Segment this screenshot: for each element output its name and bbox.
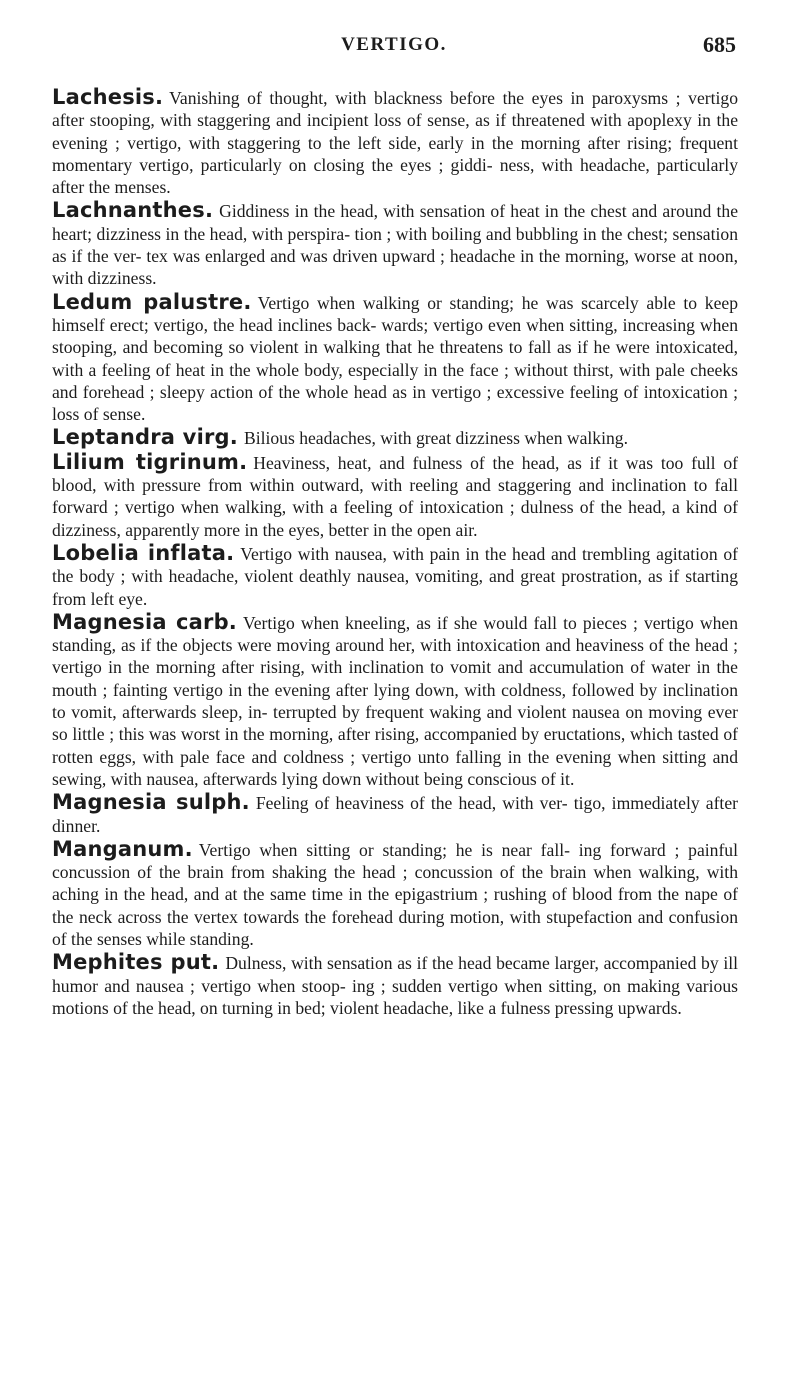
entry-magnesia-carb [52,611,738,790]
remedy-name: Ledum palustre. [52,289,252,314]
remedy-name: Leptandra virg. [52,425,238,450]
entry-text: Vanishing of thought, with blackness before the eyes in paroxysms ; vertigo after stooping, with staggering and incipient loss of sense, as if threatened with apoplexy in the evening ; vertigo, with staggering to the left side, early in the morning after rising; frequent momentary vertigo, particularly on closing the eyes ; giddi- ness, with headache, particularly after the menses. [52,88,738,198]
entry-text: Vertigo when sitting or standing; he is near fall- ing forward ; painful concussion of the brain from shaking the head ; concussion of the brain when walking, with aching in the head, and at the same time in the epigastrium ; rushing of blood from the nape of the neck across the vertex towards the forehead during motion, with stupefaction and confusion of the senses while standing. [52,839,738,949]
remedy-name: Manganum. [52,836,193,861]
entry-text: Vertigo when walking or standing; he was scarcely able to keep himself erect; vertigo, the head inclines back- wards; vertigo even when sitting, increasing when stooping, and becoming so violent in walking that he threatens to fall as if he were intoxicated, with a feeling of heat in the whole body, especially in the face ; without thirst, with pale cheeks and forehead ; sleepy action of the whole head as in vertigo ; excessive feeling of intoxication ; loss of sense. [52,292,738,425]
remedy-name: Lilium tigrinum. [52,449,248,474]
entry-lachnanthes [52,199,738,289]
entry-manganum [52,838,738,950]
entry-text: Dulness, with sensation as if the head became larger, accompanied by ill humor and nausea ; vertigo when stoop- ing ; sudden vertigo when sitting, on making various motions of the head, on turning in bed; violent headache, like a fulness pressing upwards. [52,953,739,1018]
remedy-name: Magnesia carb. [52,609,237,634]
remedy-name: Magnesia sulph. [52,790,250,815]
entry-text: Vertigo with nausea, with pain in the head and trembling agitation of the body ; with headache, violent deathly nausea, vomiting, and great prostration, as if starting from left eye. [52,543,738,609]
entry-text: Vertigo when kneeling, as if she would fall to pieces ; vertigo when standing, as if the objects were moving around her, with intoxication and heaviness of the head ; vertigo in the morning after rising, with inclination to vomit and accumulation of water in the mouth ; fainting vertigo in the evening after lying down, with coldness, followed by inclination to vomit, afterwards sleep, in- terrupted by frequent waking and violent nausea on moving ever so little ; this was worst in the morning, after rising, accompanied by eructations, which tasted of rotten eggs, with pale face and coldness ; vertigo unto falling in the evening when sitting and sewing, with nausea, afterwards lying down without being conscious of it. [52,612,739,789]
remedy-name: Lobelia inflata. [52,540,235,565]
remedy-name: Mephites put. [52,950,220,975]
entry-lilium-tigrinum [52,451,738,541]
entry-mephites-put [52,951,738,1019]
entry-text: Heaviness, heat, and fulness of the head, as if it was too full of blood, with pressure from within outward, with reeling and staggering and inclination to fall forward ; vertigo when walking, with a feeling of intoxication ; dulness of the head, a kind of dizziness, apparently more in the eyes, better in the open air. [52,452,739,540]
entry-text: Bilious headaches, with great dizziness when walking. [243,428,628,449]
entry-lobelia-inflata [52,542,738,610]
remedy-name: Lachesis. [52,85,164,109]
remedy-name: Lachnanthes. [52,198,214,223]
entry-text: Feeling of heaviness of the head, with ver- tigo, immediately after dinner. [52,793,738,836]
entry-leptandra-virg [52,426,738,449]
page-body [52,86,738,1020]
page-number: 685 [703,32,736,57]
entry-ledum-palustre [52,291,738,426]
entry-magnesia-sulph [52,791,738,837]
running-title: VERTIGO. [341,34,447,55]
entry-lachesis [52,86,738,198]
running-head [52,34,736,62]
entry-text: Giddiness in the head, with sensation of heat in the chest and around the heart; dizziness in the head, with perspira- tion ; with boiling and bubbling in the chest; sensation as if the ver- tex was enlarged and was driven upward ; headache in the morning, worse at noon, with dizziness. [52,201,738,289]
